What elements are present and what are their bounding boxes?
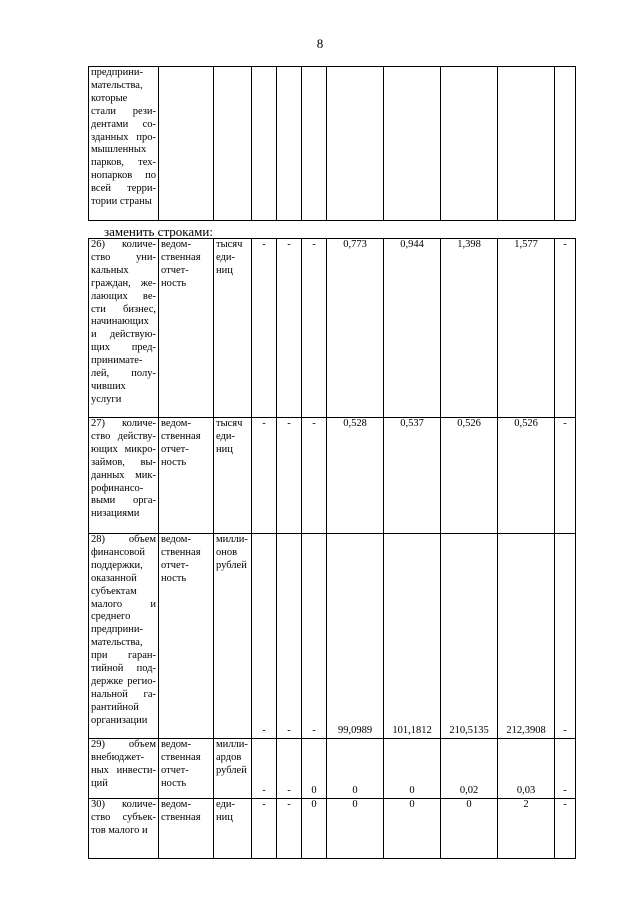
value-cell: - xyxy=(302,534,327,739)
value-cell: 2 xyxy=(498,799,555,859)
unit-cell: тысяч еди- ниц xyxy=(214,418,252,534)
source-cell: ведом- ственная отчет- ность xyxy=(159,739,214,799)
replace-with-rows-heading: заменить строками: xyxy=(104,224,213,239)
value-cell: - xyxy=(555,239,576,418)
value-cell: 1,398 xyxy=(441,239,498,418)
value-cell: 0,526 xyxy=(441,418,498,534)
table-row xyxy=(89,534,576,739)
value-cell: 0 xyxy=(302,739,327,799)
value-cell: 0,03 xyxy=(498,739,555,799)
value-cell: - xyxy=(555,799,576,859)
indicator-name-cell: 27) количе- ство действу- ющих микро- займов, вы- данных мик- рофинансо- выми орга- низациями xyxy=(89,418,159,534)
value-cell: 0 xyxy=(327,739,384,799)
value-cell: 0,528 xyxy=(327,418,384,534)
indicator-name-cell: 29) объем внебюджет- ных инвести- ций xyxy=(89,739,159,799)
value-cell: 0 xyxy=(384,799,441,859)
table-row xyxy=(89,67,576,221)
value-cell: 0,944 xyxy=(384,239,441,418)
table-row xyxy=(89,239,576,418)
value-cell: - xyxy=(252,534,277,739)
value-cell: - xyxy=(252,739,277,799)
value-cell: 0,02 xyxy=(441,739,498,799)
value-cell: 0,773 xyxy=(327,239,384,418)
indicator-name-cell: 26) количе- ство уни- кальных граждан, же- лающих ве- сти бизнес, начинающих и действую- щих пред- принимате- лей, полу- чивших услуги xyxy=(89,239,159,418)
value-cell: 0 xyxy=(441,799,498,859)
table-top-fragment xyxy=(88,66,576,221)
value-cell: - xyxy=(277,739,302,799)
unit-cell: еди- ниц xyxy=(214,799,252,859)
value-cell: - xyxy=(555,418,576,534)
value-cell: - xyxy=(277,534,302,739)
value-cell: 0,537 xyxy=(384,418,441,534)
unit-cell: милли- ардов рублей xyxy=(214,739,252,799)
value-cell: - xyxy=(555,534,576,739)
source-cell: ведом- ственная отчет- ность xyxy=(159,534,214,739)
value-cell: 0,526 xyxy=(498,418,555,534)
value-cell: - xyxy=(277,418,302,534)
value-cell: - xyxy=(302,418,327,534)
value-cell: - xyxy=(277,239,302,418)
indicator-cell: предприни- мательства, которые стали рези- дентами со- зданных про- мышленных парков, тех- нопарков по всей терри- тории страны xyxy=(89,67,159,221)
value-cell: 212,3908 xyxy=(498,534,555,739)
value-cell: - xyxy=(302,239,327,418)
source-cell: ведом- ственная отчет- ность xyxy=(159,239,214,418)
value-cell: - xyxy=(252,239,277,418)
unit-cell: милли- онов рублей xyxy=(214,534,252,739)
page-number: 8 xyxy=(316,36,324,51)
value-cell: 1,577 xyxy=(498,239,555,418)
value-cell: 0 xyxy=(327,799,384,859)
table-row xyxy=(89,739,576,799)
source-cell: ведом- ственная отчет- ность xyxy=(159,418,214,534)
table-row xyxy=(89,799,576,859)
indicator-name-cell: 28) объем финансовой поддержки, оказанной субъектам малого и среднего предприни- мательства, при гаран- тийной под- держке регио- нальной га- рантийной организации xyxy=(89,534,159,739)
value-cell: 210,5135 xyxy=(441,534,498,739)
indicators-table xyxy=(88,238,576,859)
unit-cell: тысяч еди- ниц xyxy=(214,239,252,418)
source-cell: ведом- ственная xyxy=(159,799,214,859)
indicator-name-cell: 30) количе- ство субъек- тов малого и xyxy=(89,799,159,859)
value-cell: 0 xyxy=(384,739,441,799)
value-cell: - xyxy=(252,418,277,534)
value-cell: - xyxy=(277,799,302,859)
value-cell: 101,1812 xyxy=(384,534,441,739)
value-cell: - xyxy=(252,799,277,859)
value-cell: 99,0989 xyxy=(327,534,384,739)
table-row xyxy=(89,418,576,534)
value-cell: - xyxy=(555,739,576,799)
value-cell: 0 xyxy=(302,799,327,859)
